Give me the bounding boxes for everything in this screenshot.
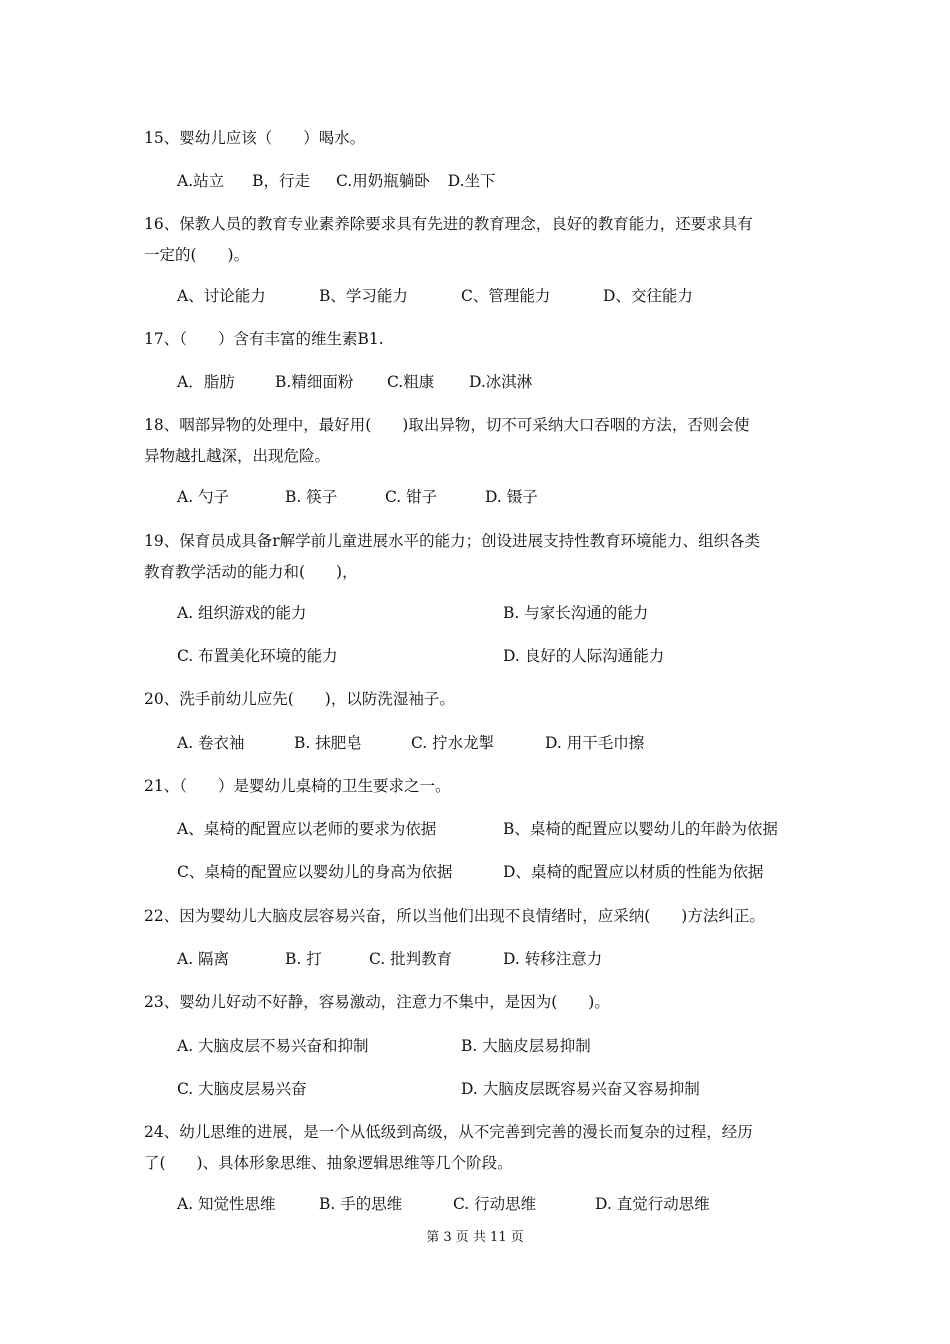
option-c: C. 拧水龙掣 — [411, 734, 495, 752]
option-c: C. 大脑皮层易兴奋 — [177, 1080, 307, 1098]
option-c: C. 行动思维 — [453, 1195, 537, 1213]
option-b: B. 打 — [285, 950, 322, 968]
question-text: 24、幼儿思维的进展，是一个从低级到高级，从不完善到完善的漫长而复杂的过程，经历 — [144, 1123, 753, 1141]
question-text: 17、（ ）含有丰富的维生素B1. — [144, 330, 384, 348]
question-17 — [144, 328, 384, 359]
options-15 — [177, 170, 496, 192]
question-15 — [144, 127, 365, 158]
option-d: D.冰淇淋 — [469, 373, 533, 391]
option-d: D. 大脑皮层既容易兴奋又容易抑制 — [461, 1080, 700, 1098]
option-b: B，行走 — [252, 172, 311, 190]
question-21 — [144, 775, 450, 806]
option-a: A、讨论能力 — [177, 287, 266, 305]
question-text-cont: 一定的( )。 — [144, 246, 250, 264]
option-d: D、桌椅的配置应以材质的性能为依据 — [503, 863, 764, 881]
question-text: 16、保教人员的教育专业素养除要求具有先进的教育理念，良好的教育能力，还要求具有 — [144, 215, 753, 233]
option-a: A. 勺子 — [177, 488, 230, 506]
question-22 — [144, 905, 765, 936]
option-c: C、桌椅的配置应以婴幼儿的身高为依据 — [177, 863, 453, 881]
option-d: D. 直觉行动思维 — [595, 1195, 710, 1213]
question-text: 18、咽部异物的处理中，最好用( )取出异物，切不可采纳大口吞咽的方法，否则会使 — [144, 416, 750, 434]
option-c: C.用奶瓶躺卧 — [336, 172, 430, 190]
question-text: 20、洗手前幼儿应先( )，以防洗湿袖子。 — [144, 690, 455, 708]
question-20 — [144, 688, 455, 719]
option-d: D. 用干毛巾擦 — [545, 734, 645, 752]
question-19 — [144, 530, 760, 592]
question-16 — [144, 213, 753, 275]
option-a: A．脂肪 — [177, 373, 235, 391]
option-a: A. 隔离 — [177, 950, 230, 968]
question-text-cont: 异物越扎越深，出现危险。 — [144, 447, 331, 465]
option-a: A. 大脑皮层不易兴奋和抑制 — [177, 1037, 369, 1055]
question-text: 23、婴幼儿好动不好静，容易激动，注意力不集中，是因为( )。 — [144, 993, 610, 1011]
option-c: C. 布置美化环境的能力 — [177, 647, 338, 665]
option-d: D.坐下 — [447, 172, 496, 190]
question-text: 19、保育员成具备r解学前儿童进展水平的能力；创设进展支持性教育环境能力、组织各类 — [144, 532, 761, 550]
option-b: B.精细面粉 — [275, 373, 354, 391]
option-d: D. 镊子 — [485, 488, 538, 506]
option-d: D. 转移注意力 — [503, 950, 603, 968]
option-d: D. 良好的人际沟通能力 — [503, 647, 665, 665]
option-c: C. 批判教育 — [369, 950, 453, 968]
question-23 — [144, 991, 610, 1022]
question-text-cont: 了( )、具体形象思维、抽象逻辑思维等几个阶段。 — [144, 1154, 513, 1172]
option-b: B. 与家长沟通的能力 — [503, 604, 649, 622]
option-b: B. 手的思维 — [319, 1195, 403, 1213]
option-c: C. 钳子 — [385, 488, 438, 506]
option-a: A. 卷衣袖 — [177, 734, 245, 752]
question-text-cont: 教育教学活动的能力和( )， — [144, 563, 358, 581]
option-c: C.粗康 — [387, 373, 435, 391]
question-text: 21、（ ）是婴幼儿桌椅的卫生要求之一。 — [144, 777, 451, 795]
option-b: B. 筷子 — [285, 488, 338, 506]
option-b: B、桌椅的配置应以婴幼儿的年龄为依据 — [503, 820, 778, 838]
question-18 — [144, 414, 749, 476]
option-c: C、管理能力 — [461, 287, 551, 305]
page-number-footer: 第 3 页 共 11 页 — [426, 1230, 524, 1245]
option-b: B. 大脑皮层易抑制 — [461, 1037, 591, 1055]
option-d: D、交往能力 — [603, 287, 693, 305]
question-text: 15、婴幼儿应该（ ）喝水。 — [144, 129, 366, 147]
question-24 — [144, 1121, 753, 1183]
question-text: 22、因为婴幼儿大脑皮层容易兴奋，所以当他们出现不良情绪时，应采纳( )方法纠正。 — [144, 907, 765, 925]
option-a: A、桌椅的配置应以老师的要求为依据 — [177, 820, 437, 838]
option-b: B、学习能力 — [319, 287, 408, 305]
option-b: B. 抹肥皂 — [294, 734, 362, 752]
option-a: A.站立 — [177, 172, 225, 190]
option-a: A. 知觉性思维 — [177, 1195, 276, 1213]
option-a: A. 组织游戏的能力 — [177, 604, 307, 622]
